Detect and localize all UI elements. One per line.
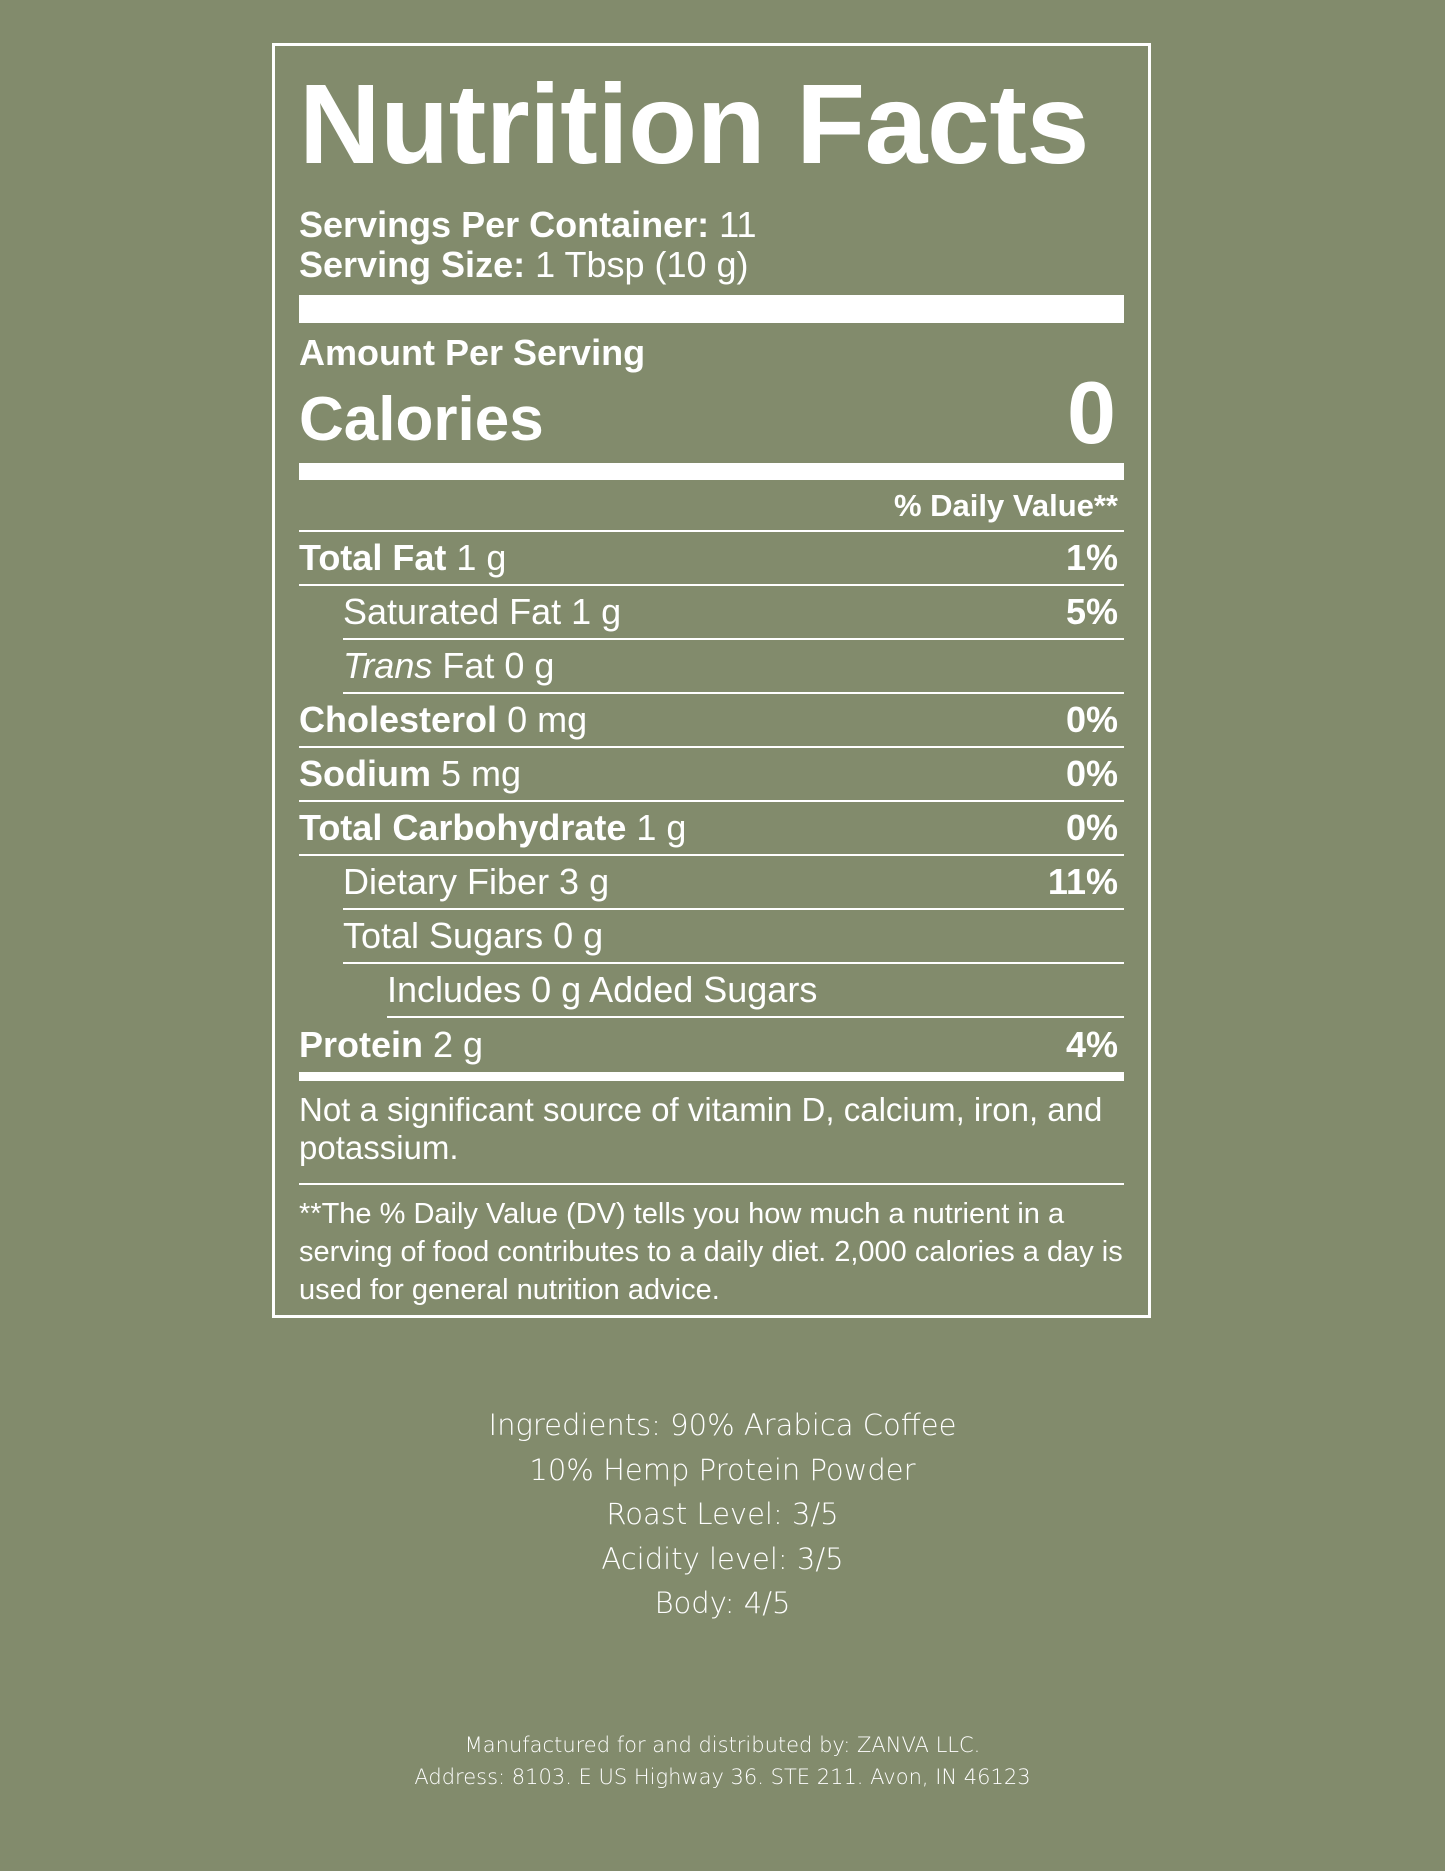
manufacturer-line: Manufactured for and distributed by: ZANVA LLC. bbox=[464, 1733, 981, 1757]
product-info bbox=[0, 1403, 1445, 1626]
serving-size bbox=[299, 245, 1124, 285]
nutrient-daily-value: 1% bbox=[1065, 537, 1118, 578]
nutrient-name: Total Fat bbox=[299, 537, 447, 578]
ingredients-line: Ingredients: 90% Arabica Coffee bbox=[488, 1408, 957, 1442]
manufacturer-address: Address: 8103. E US Highway 36. STE 211. Avon, IN 46123 bbox=[414, 1765, 1031, 1789]
nutrient-amount: 1 g bbox=[636, 807, 687, 848]
calories-label: Calories bbox=[299, 385, 544, 454]
daily-value-footnote: **The % Daily Value (DV) tells you how much a nutrient in a serving of food contributes to a daily diet. 2,000 calories a day is used for general nutrition advice. bbox=[299, 1198, 1123, 1306]
nutrient-row-saturated-fat bbox=[343, 586, 1124, 640]
nutrient-daily-value: 4% bbox=[1065, 1024, 1118, 1065]
nutrient-name: Cholesterol bbox=[299, 699, 498, 740]
nutrient-name: Total Sugars 0 g bbox=[343, 915, 604, 956]
nutrient-daily-value: 5% bbox=[1065, 591, 1118, 632]
nutrient-name-italic: Trans bbox=[343, 645, 433, 686]
nutrient-amount: 0 mg bbox=[507, 699, 588, 740]
servings-per-container-value: 11 bbox=[719, 204, 757, 245]
nutrient-name: Fat 0 g bbox=[442, 645, 555, 686]
ingredients-line: 10% Hemp Protein Powder bbox=[529, 1452, 916, 1487]
nutrient-row-sodium bbox=[299, 748, 1124, 802]
label-title: Nutrition Facts bbox=[299, 61, 1089, 187]
servings-per-container-label: Servings Per Container: bbox=[299, 204, 710, 245]
calories-value: 0 bbox=[1067, 363, 1116, 462]
nutrient-name: Protein bbox=[299, 1024, 424, 1065]
nutrient-row-trans-fat bbox=[343, 640, 1124, 694]
nutrient-name: Saturated Fat 1 g bbox=[343, 591, 622, 632]
servings-per-container bbox=[299, 205, 1124, 245]
nutrient-row-added-sugars bbox=[387, 964, 1124, 1018]
serving-size-value: 1 Tbsp (10 g) bbox=[535, 244, 749, 285]
nutrient-daily-value: 0% bbox=[1065, 753, 1118, 794]
nutrient-row-dietary-fiber bbox=[343, 856, 1124, 910]
nutrient-amount: 5 mg bbox=[441, 753, 522, 794]
calories-row bbox=[299, 363, 1124, 462]
nutrient-daily-value: 11% bbox=[1047, 861, 1118, 902]
nutrient-name: Dietary Fiber 3 g bbox=[343, 861, 610, 902]
nutrient-name: Sodium bbox=[299, 753, 431, 794]
manufacturer-info bbox=[0, 1729, 1445, 1793]
acidity-level: Acidity level: 3/5 bbox=[601, 1541, 844, 1576]
nutrient-row-total-carbohydrate bbox=[299, 802, 1124, 856]
nutrient-name: Total Carbohydrate bbox=[299, 807, 627, 848]
nutrient-row-total-sugars bbox=[343, 910, 1124, 964]
nutrient-amount: 1 g bbox=[456, 537, 507, 578]
nutrient-row-cholesterol bbox=[299, 694, 1124, 748]
serving-size-label: Serving Size: bbox=[299, 244, 526, 285]
nutrient-name: Includes 0 g Added Sugars bbox=[387, 969, 818, 1010]
nutrition-facts-label bbox=[272, 43, 1151, 1318]
nutrient-row-total-fat bbox=[299, 532, 1124, 586]
nutrient-daily-value: 0% bbox=[1065, 807, 1118, 848]
medium-divider bbox=[299, 463, 1124, 480]
vitamins-note: Not a significant source of vitamin D, calcium, iron, and potassium. bbox=[299, 1091, 1124, 1185]
nutrient-daily-value: 0% bbox=[1065, 699, 1118, 740]
small-divider bbox=[299, 1072, 1124, 1081]
thick-divider bbox=[299, 295, 1124, 323]
daily-value-header: % Daily Value** bbox=[299, 480, 1124, 532]
amount-per-serving: Amount Per Serving bbox=[299, 332, 646, 373]
roast-level: Roast Level: 3/5 bbox=[606, 1497, 839, 1531]
nutrient-row-protein bbox=[299, 1018, 1124, 1072]
nutrient-amount: 2 g bbox=[433, 1024, 484, 1065]
body-level: Body: 4/5 bbox=[654, 1586, 791, 1620]
